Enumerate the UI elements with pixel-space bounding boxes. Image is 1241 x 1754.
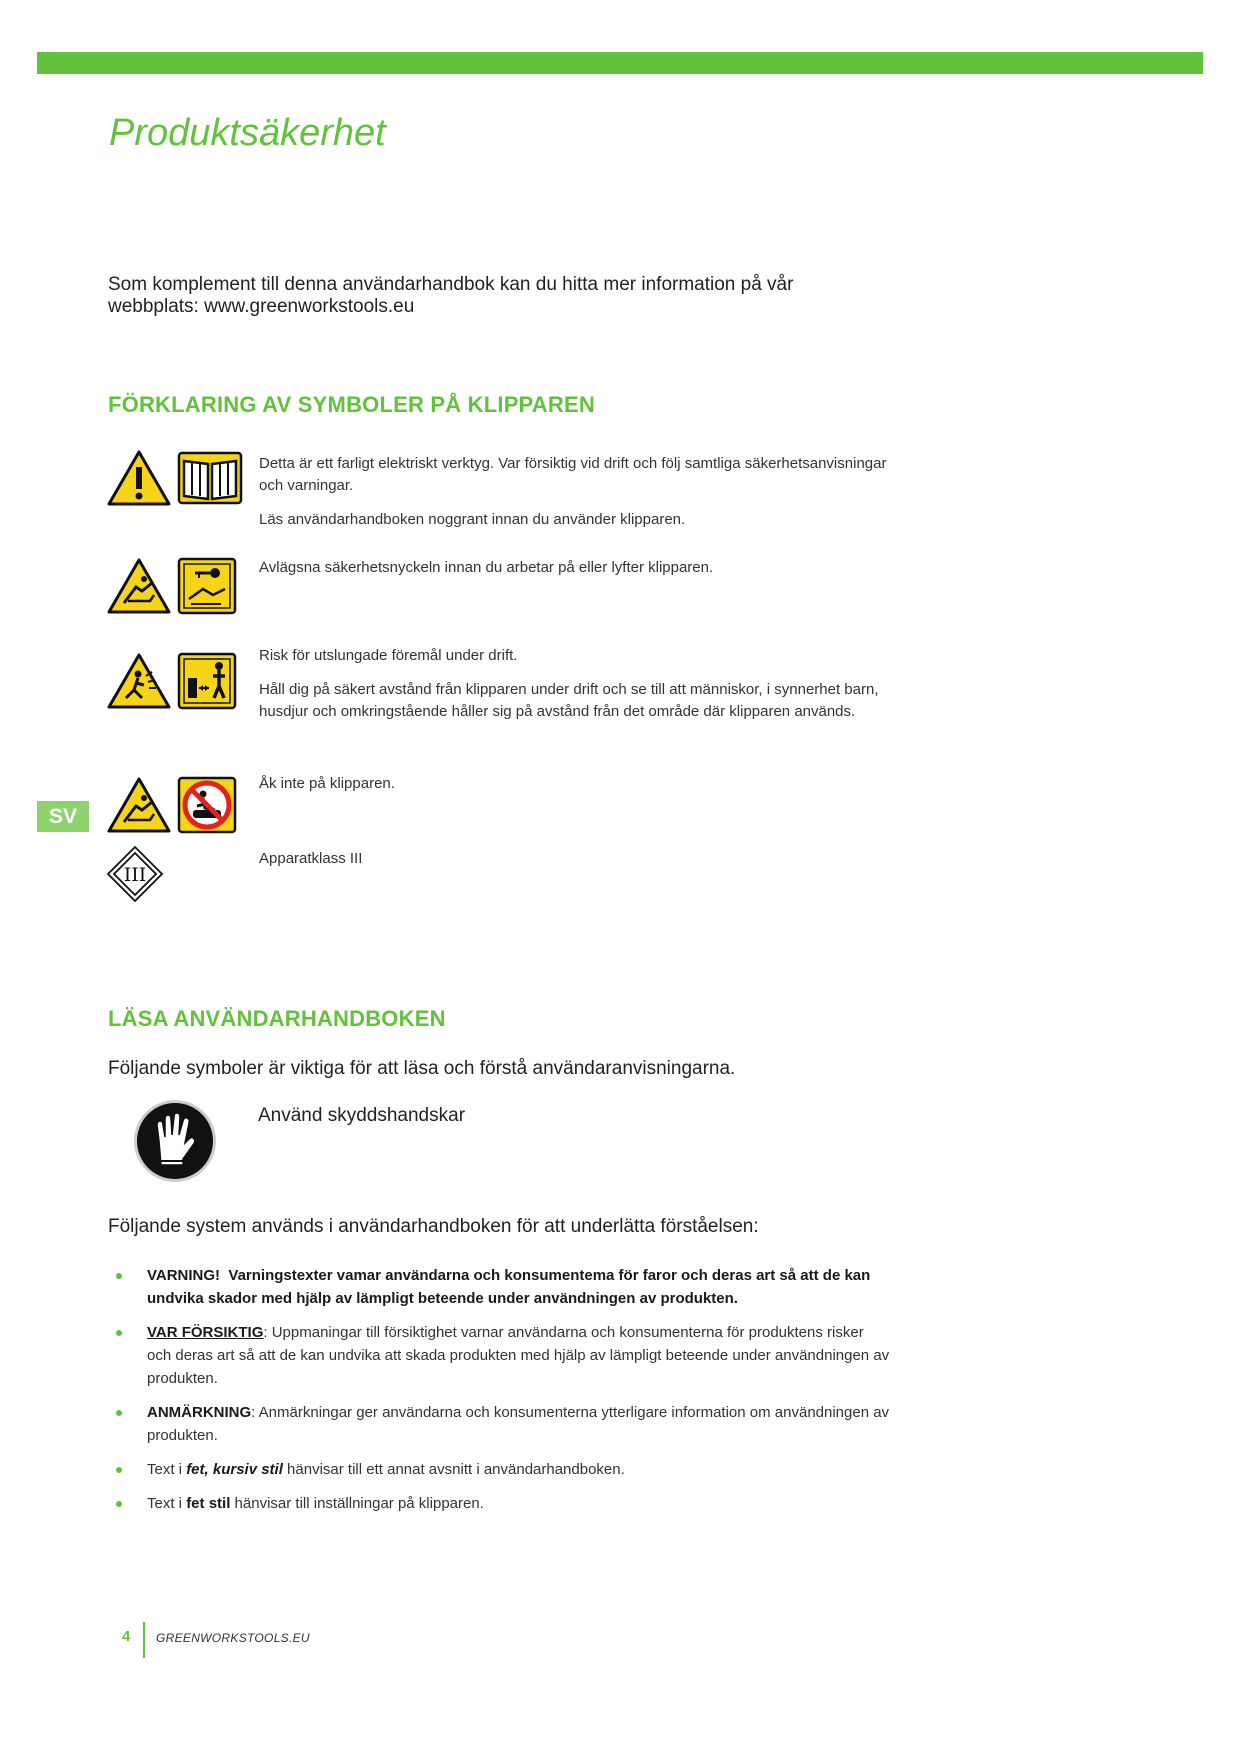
symbol-text: Apparatklass III [259,850,363,867]
footer-divider [143,1622,145,1658]
warning-label: VARNING! [147,1267,221,1284]
symbol-text: Håll dig på säkert avstånd från klipparen under drift och se till att människor, i synnerhet barn, husdjur och omkringstående håller sig på avstånd från det område där klipparen används. [259,681,879,720]
gloves-icon [133,1099,217,1183]
caution-label: VAR FÖRSIKTIG [147,1324,264,1341]
footer-site: GREENWORKSTOOLS.EU [156,1631,310,1645]
bold-pre: Text i [147,1495,187,1512]
class-iii-icon [106,845,164,903]
top-accent-bar [37,52,1203,74]
keep-distance-icon [177,652,237,710]
bolditalic-pre: Text i [147,1461,187,1478]
note-text: : Anmärkningar ger användarna och konsumenterna ytterligare information om användningen av produkten. [147,1404,890,1444]
list-item [110,1492,890,1515]
page-title: Produktsäkerhet [109,112,386,154]
intro-line-1: Som komplement till denna användarhandbok kan du hitta mer information på vår [108,274,794,295]
remove-key-icon [177,557,237,615]
bolditalic-post: hänvisar till ett annat avsnitt i användarhandboken. [282,1461,625,1478]
thrown-objects-hazard-icon [106,652,172,710]
manual-section-heading: LÄSA ANVÄNDARHANDBOKEN [108,1006,446,1031]
page-number: 4 [122,1628,131,1645]
symbols-section-heading: FÖRKLARING AV SYMBOLER PÅ KLIPPAREN [108,392,595,417]
caution-text: : Uppmaningar till försiktighet varnar användarna och konsumenterna för produktens risker och deras art så att de kan undvika att skada produkten med hjälp av lämpligt beteende under användningen av produkten. [147,1324,890,1387]
warning-triangle-icon [106,449,172,507]
symbol-text: Avlägsna säkerhetsnyckeln innan du arbetar på eller lyfter klipparen. [259,559,714,576]
no-riding-icon [177,776,237,834]
manual-book-icon [177,451,243,505]
symbols-intro: Följande symboler är viktiga för att läsa och förstå användaranvisningarna. [108,1058,736,1079]
symbol-row-5-text [259,848,899,870]
hand-cut-hazard-icon [106,557,172,615]
list-item [110,1321,890,1390]
symbol-row-1-text [259,453,899,531]
language-tab: SV [37,801,89,832]
list-item [110,1401,890,1447]
bolditalic-word: fet, kursiv stil [186,1461,283,1478]
symbol-row-2-text [259,557,899,579]
conventions-list [110,1264,890,1526]
symbol-text: Åk inte på klipparen. [259,775,395,792]
symbol-row-3-text [259,645,899,723]
symbol-text: Läs användarhandboken noggrant innan du använder klipparen. [259,511,686,528]
intro-line-2: webbplats: www.greenworkstools.eu [108,296,415,317]
symbol-row-4-text [259,773,899,795]
hand-cut-hazard-icon [106,776,172,834]
warning-text: Varningstexter vamar användarna och konsumentema för faror och deras art så att de kan undvika skador med hjälp av lämpligt beteende under användningen av produkten. [147,1267,871,1307]
symbol-text: Risk för utslungade föremål under drift. [259,647,518,664]
note-label: ANMÄRKNING [147,1404,252,1421]
class-iii-label: III [123,864,147,886]
list-item [110,1458,890,1481]
bold-post: hänvisar till inställningar på klipparen. [230,1495,484,1512]
bold-word: fet stil [186,1495,231,1512]
system-intro: Följande system används i användarhandboken för att underlätta förståelsen: [108,1216,759,1237]
intro-text [108,274,868,318]
list-item [110,1264,890,1310]
symbol-text: Detta är ett farligt elektriskt verktyg. Var försiktig vid drift och följ samtliga säkerhetsanvisningar och varningar. [259,455,887,494]
gloves-label: Använd skyddshandskar [258,1105,466,1126]
